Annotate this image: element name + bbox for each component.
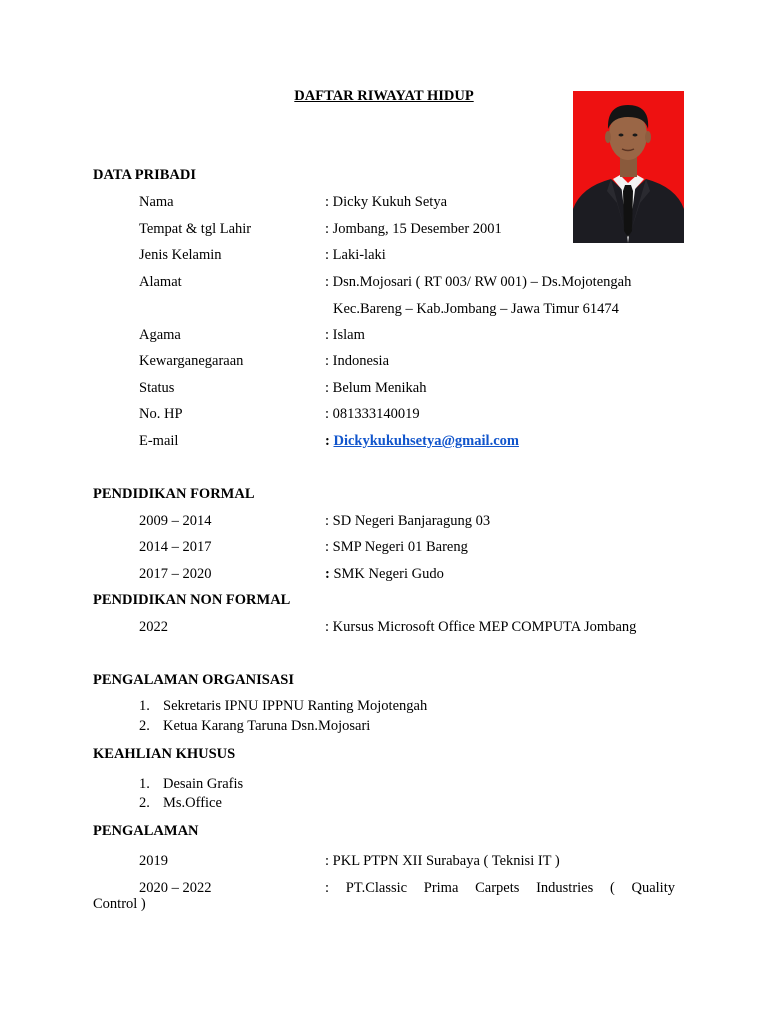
label-status: Status	[139, 380, 175, 396]
section-heading-pengalaman-organisasi: PENGALAMAN ORGANISASI	[93, 672, 295, 688]
list-number: 2.	[139, 795, 150, 811]
course-kursus: : Kursus Microsoft Office MEP COMPUTA Jombang	[325, 619, 637, 635]
label-agama: Agama	[139, 327, 181, 343]
list-item: Desain Grafis	[163, 776, 244, 792]
list-item: Sekretaris IPNU IPPNU Ranting Mojotengah	[163, 698, 428, 714]
experience-word: PT.Classic	[345, 880, 408, 896]
period-kursus: 2022	[139, 619, 168, 635]
value-kewarganegaraan: : Indonesia	[325, 353, 390, 369]
school-smp: : SMP Negeri 01 Bareng	[325, 539, 468, 555]
school-smk	[325, 565, 444, 583]
email-colon: :	[325, 433, 330, 449]
period-sd: 2009 – 2014	[139, 513, 212, 529]
value-email	[325, 432, 519, 450]
school-smk-name: SMK Negeri Gudo	[329, 566, 444, 582]
value-tempat-tgl-lahir: : Jombang, 15 Desember 2001	[325, 221, 502, 237]
label-nama: Nama	[139, 194, 174, 210]
value-status: : Belum Menikah	[325, 380, 427, 396]
experience-pkl: : PKL PTPN XII Surabaya ( Teknisi IT )	[325, 853, 560, 869]
label-no-hp: No. HP	[139, 406, 183, 422]
value-alamat-line2: Kec.Bareng – Kab.Jombang – Jawa Timur 61474	[333, 301, 619, 317]
profile-photo	[573, 91, 684, 243]
value-jenis-kelamin: : Laki-laki	[325, 247, 386, 263]
section-heading-pendidikan-non-formal: PENDIDIKAN NON FORMAL	[93, 592, 291, 608]
experience-word: Quality	[631, 880, 675, 896]
period-pkl: 2019	[139, 853, 168, 869]
period-smk: 2017 – 2020	[139, 566, 212, 582]
experience-word: Carpets	[475, 880, 520, 896]
list-item: Ms.Office	[163, 795, 222, 811]
list-number: 2.	[139, 718, 150, 734]
section-heading-keahlian-khusus: KEAHLIAN KHUSUS	[93, 746, 236, 762]
experience-word: (	[609, 880, 615, 896]
list-item: Ketua Karang Taruna Dsn.Mojosari	[163, 718, 371, 734]
experience-word: Prima	[423, 880, 459, 896]
period-quality-control: 2020 – 2022	[139, 880, 212, 896]
email-link[interactable]: Dickykukuhsetya@gmail.com	[333, 433, 519, 449]
document-title: DAFTAR RIWAYAT HIDUP	[294, 88, 474, 104]
period-smp: 2014 – 2017	[139, 539, 212, 555]
school-sd: : SD Negeri Banjaragung 03	[325, 513, 491, 529]
list-number: 1.	[139, 698, 150, 714]
experience-quality-control-cont: Control )	[93, 896, 146, 912]
value-agama: : Islam	[325, 327, 365, 343]
value-no-hp: : 081333140019	[325, 406, 420, 422]
label-alamat: Alamat	[139, 274, 182, 290]
experience-quality-control	[325, 879, 675, 897]
value-alamat-line1: : Dsn.Mojosari ( RT 003/ RW 001) – Ds.Mojotengah	[325, 274, 632, 290]
section-heading-pengalaman: PENGALAMAN	[93, 823, 199, 839]
list-number: 1.	[139, 776, 150, 792]
label-tempat-tgl-lahir: Tempat & tgl Lahir	[139, 221, 252, 237]
value-nama: : Dicky Kukuh Setya	[325, 194, 448, 210]
section-heading-pendidikan-formal: PENDIDIKAN FORMAL	[93, 486, 255, 502]
label-kewarganegaraan: Kewarganegaraan	[139, 353, 244, 369]
experience-word: :	[325, 880, 330, 896]
section-heading-data-pribadi: DATA PRIBADI	[93, 167, 196, 183]
school-smk-colon: :	[325, 566, 330, 582]
label-jenis-kelamin: Jenis Kelamin	[139, 247, 222, 263]
label-email: E-mail	[139, 433, 179, 449]
experience-word: Industries	[536, 880, 594, 896]
